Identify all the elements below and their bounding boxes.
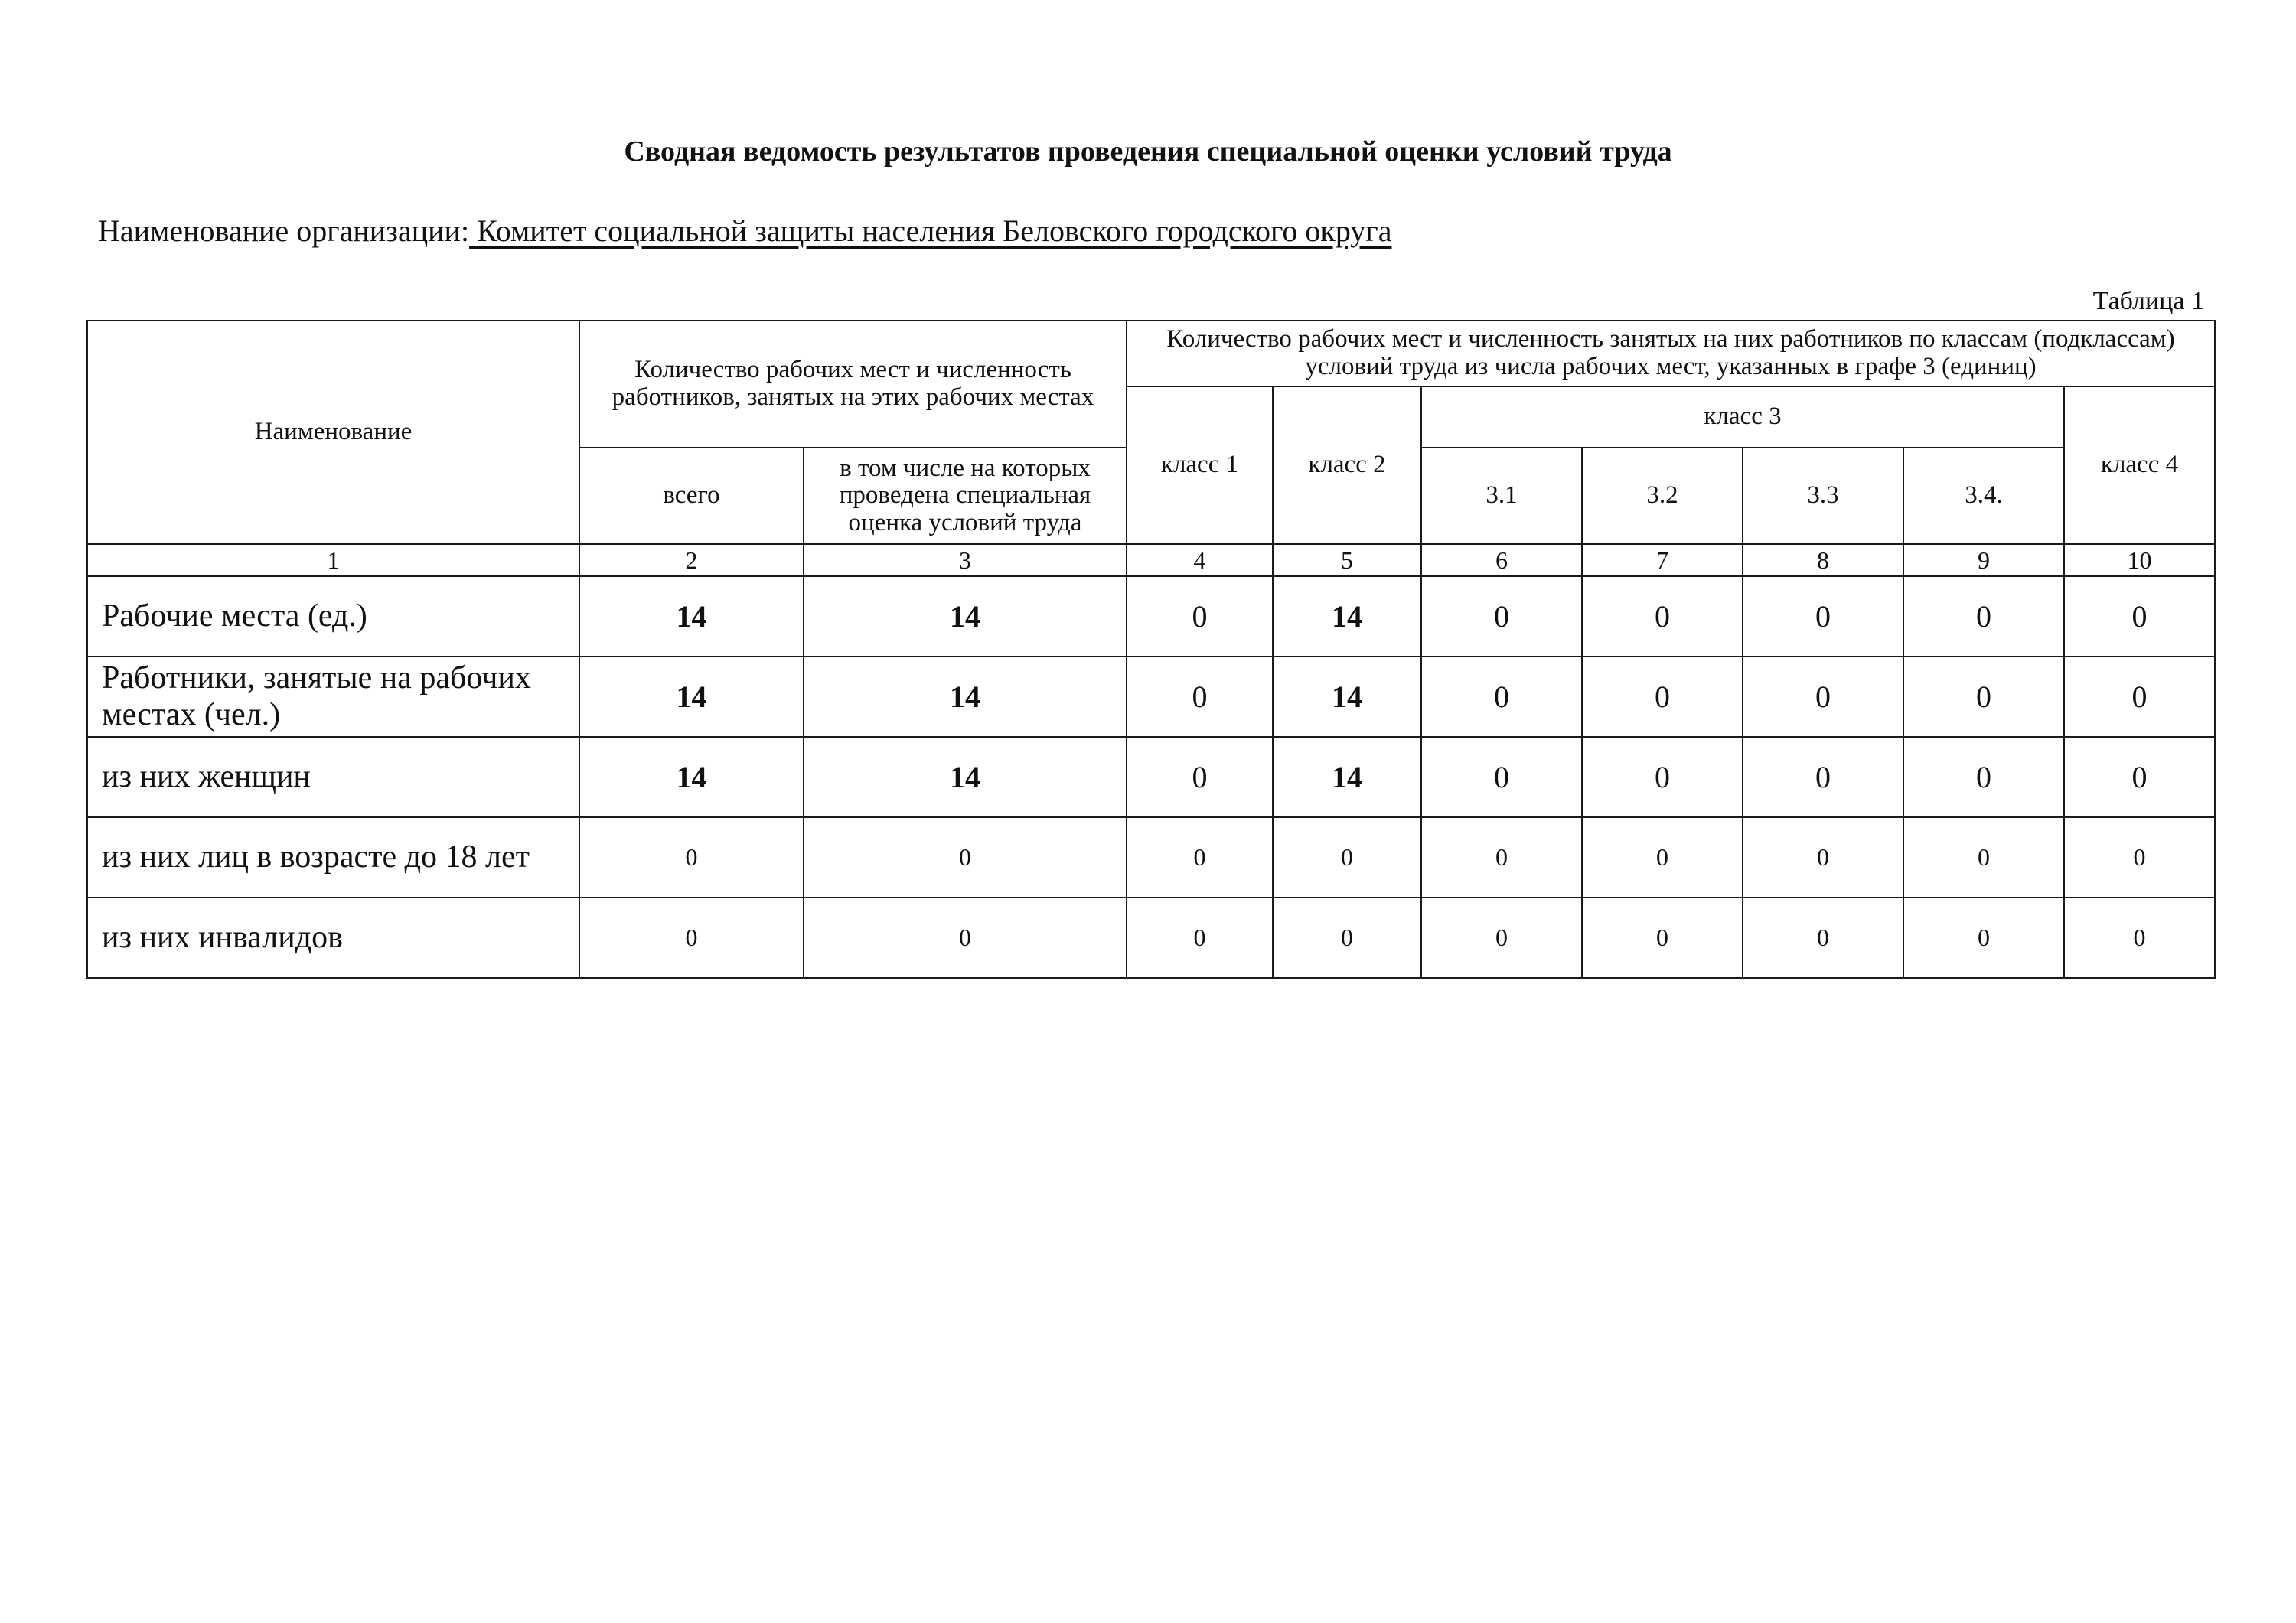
cell-class2: 14 [1273, 657, 1421, 737]
cell-class1: 0 [1127, 898, 1273, 978]
cell-class4: 0 [2064, 737, 2215, 817]
cell-total: 14 [579, 737, 804, 817]
column-number: 1 [87, 544, 579, 576]
table-row-workers [87, 657, 2215, 737]
header-subclass-3-3: 3.3 [1743, 448, 1903, 544]
organization-label: Наименование организации: [98, 213, 470, 248]
cell-total: 14 [579, 657, 804, 737]
table-row-workplaces [87, 576, 2215, 657]
column-number: 8 [1743, 544, 1903, 576]
cell-class3-4: 0 [1903, 657, 2064, 737]
column-numbers-row [87, 544, 2215, 576]
cell-class3-1: 0 [1421, 657, 1582, 737]
table-row-disabled [87, 898, 2215, 978]
cell-total: 14 [579, 576, 804, 657]
header-subclass-3-2: 3.2 [1582, 448, 1743, 544]
cell-class4: 0 [2064, 576, 2215, 657]
column-number: 6 [1421, 544, 1582, 576]
cell-class3-3: 0 [1743, 817, 1903, 898]
cell-class3-1: 0 [1421, 817, 1582, 898]
cell-class1: 0 [1127, 817, 1273, 898]
column-number: 4 [1127, 544, 1273, 576]
cell-class1: 0 [1127, 737, 1273, 817]
cell-class3-3: 0 [1743, 657, 1903, 737]
cell-class3-2: 0 [1582, 898, 1743, 978]
column-number: 2 [579, 544, 804, 576]
column-number: 5 [1273, 544, 1421, 576]
header-class2: класс 2 [1273, 386, 1421, 544]
cell-class3-2: 0 [1582, 576, 1743, 657]
column-number: 9 [1903, 544, 2064, 576]
cell-class3-4: 0 [1903, 817, 2064, 898]
row-label: Работники, занятые на рабочих местах (чел.) [87, 657, 579, 737]
header-subclass-3-1: 3.1 [1421, 448, 1582, 544]
cell-class3-2: 0 [1582, 817, 1743, 898]
row-label: из них лиц в возрасте до 18 лет [87, 817, 579, 898]
column-number: 3 [804, 544, 1127, 576]
cell-class2: 0 [1273, 898, 1421, 978]
cell-class3-4: 0 [1903, 898, 2064, 978]
header-group-workplaces: Количество рабочих мест и численность работников, занятых на этих рабочих местах [579, 321, 1127, 448]
cell-class3-2: 0 [1582, 657, 1743, 737]
document-title: Сводная ведомость результатов проведения специальной оценки условий труда [624, 135, 1672, 168]
column-number: 10 [2064, 544, 2215, 576]
cell-class1: 0 [1127, 576, 1273, 657]
cell-class2: 0 [1273, 817, 1421, 898]
row-label: из них женщин [87, 737, 579, 817]
table-row-under-18 [87, 817, 2215, 898]
cell-class3-1: 0 [1421, 898, 1582, 978]
header-class3: класс 3 [1421, 386, 2064, 448]
cell-total: 0 [579, 817, 804, 898]
table-number: Таблица 1 [2092, 287, 2204, 315]
cell-evaluated: 14 [804, 737, 1127, 817]
cell-class3-4: 0 [1903, 737, 2064, 817]
row-label: Рабочие места (ед.) [87, 576, 579, 657]
cell-evaluated: 14 [804, 576, 1127, 657]
column-number: 7 [1582, 544, 1743, 576]
cell-class4: 0 [2064, 898, 2215, 978]
header-class1: класс 1 [1127, 386, 1273, 544]
cell-class3-1: 0 [1421, 737, 1582, 817]
cell-evaluated: 14 [804, 657, 1127, 737]
organization-name: Комитет социальной защиты населения Беловского городского округа [469, 213, 1392, 248]
cell-evaluated: 0 [804, 817, 1127, 898]
cell-class3-1: 0 [1421, 576, 1582, 657]
cell-class4: 0 [2064, 817, 2215, 898]
cell-class1: 0 [1127, 657, 1273, 737]
cell-class3-3: 0 [1743, 898, 1903, 978]
summary-table [86, 320, 2216, 979]
header-class4: класс 4 [2064, 386, 2215, 544]
cell-class3-3: 0 [1743, 737, 1903, 817]
cell-class2: 14 [1273, 576, 1421, 657]
cell-class4: 0 [2064, 657, 2215, 737]
organization-line [98, 213, 1391, 249]
header-subclass-3-4: 3.4. [1903, 448, 2064, 544]
header-evaluated: в том числе на которых проведена специальная оценка условий труда [804, 448, 1127, 544]
header-total: всего [579, 448, 804, 544]
cell-class3-4: 0 [1903, 576, 2064, 657]
header-group-classes: Количество рабочих мест и численность занятых на них работников по классам (подклассам) условий труда из числа рабочих мест, указанных в графе 3 (единиц) [1127, 321, 2215, 386]
cell-class3-2: 0 [1582, 737, 1743, 817]
cell-class2: 14 [1273, 737, 1421, 817]
row-label: из них инвалидов [87, 898, 579, 978]
cell-evaluated: 0 [804, 898, 1127, 978]
cell-class3-3: 0 [1743, 576, 1903, 657]
cell-total: 0 [579, 898, 804, 978]
header-name: Наименование [87, 321, 579, 544]
table-row-women [87, 737, 2215, 817]
